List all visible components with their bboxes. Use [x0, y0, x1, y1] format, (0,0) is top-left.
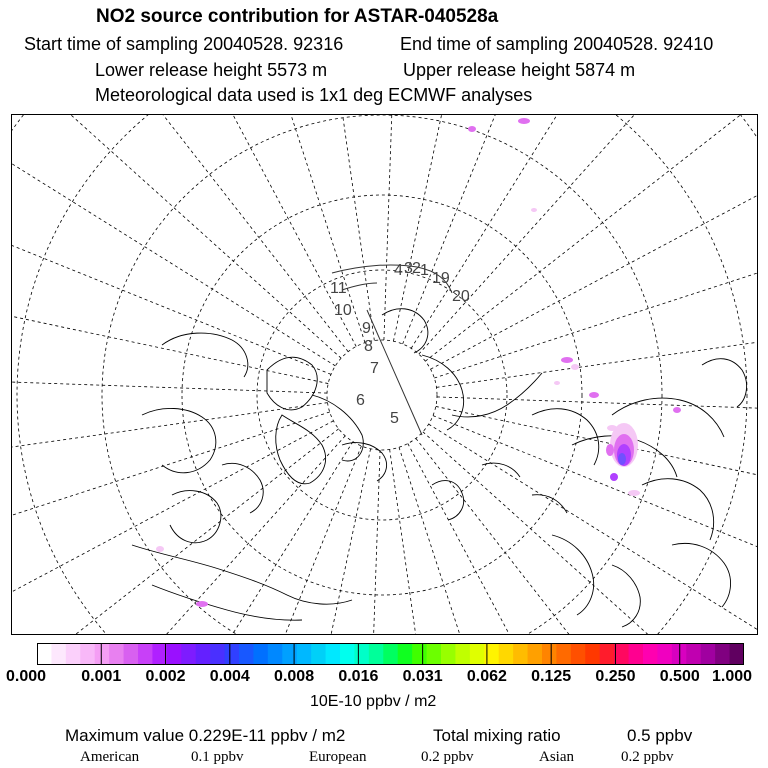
meridian-line [434, 117, 758, 378]
colorbar-cell [311, 643, 326, 665]
meridian-line [12, 412, 330, 635]
colorbar-cell [412, 643, 427, 665]
colorbar-unit: 10E-10 ppbv / m2 [310, 693, 437, 710]
colorbar [37, 643, 744, 665]
colorbar-cell [37, 643, 52, 665]
colorbar-tick-label: 0.250 [595, 668, 636, 685]
colorbar-cell [730, 643, 744, 665]
meridian-line [12, 421, 333, 635]
meridian-line [195, 449, 371, 635]
colorbar-cell [528, 643, 543, 665]
latitude-circle [17, 115, 747, 635]
plume-patch [606, 444, 614, 456]
end-time-label: End time of sampling 20040528. 92410 [400, 34, 714, 54]
colorbar-cell [181, 643, 196, 665]
plume-patch [518, 118, 530, 124]
colorbar-tick-label: 0.125 [531, 668, 572, 685]
meridian-line [12, 364, 327, 393]
meridian-line [433, 416, 758, 635]
colorbar-cell [340, 643, 355, 665]
colorbar-cell [657, 643, 672, 665]
colorbar-cell [95, 643, 110, 665]
meridian-line [12, 115, 341, 358]
meridian-line [104, 115, 365, 343]
track-label: 2 [412, 260, 421, 277]
track-labels [330, 260, 470, 427]
meteo-data-label: Meteorological data used is 1x1 deg ECMWF analyses [95, 85, 533, 105]
upper-height-label: Upper release height 5874 m [403, 60, 636, 80]
meridian-line [423, 432, 758, 635]
meridian-line [12, 115, 335, 366]
track-label: 4 [394, 262, 403, 279]
meridian-line [12, 436, 345, 635]
colorbar-cell [196, 643, 211, 665]
colorbar-tick-label: 0.031 [402, 668, 443, 685]
plume-patch [589, 392, 599, 398]
plume-patch [618, 453, 626, 465]
colorbar-cell [253, 643, 268, 665]
latitude-circle [102, 115, 662, 635]
colorbar-cell [470, 643, 485, 665]
colorbar-tick-label: 0.500 [659, 668, 700, 685]
colorbar-cell [354, 643, 369, 665]
track-label: 11 [330, 280, 347, 297]
meridian-line [437, 397, 758, 426]
american-value: 0.1 ppbv [191, 749, 244, 765]
colorbar-cell [383, 643, 398, 665]
latitude-circle [257, 270, 507, 520]
meridian-line [425, 115, 758, 361]
total-mixing-label: Total mixing ratio [433, 726, 561, 745]
colorbar-tick-label: 0.004 [209, 668, 250, 685]
colorbar-cell [268, 643, 283, 665]
meridian-line [403, 115, 720, 344]
colorbar-cell [282, 643, 297, 665]
colorbar-cell [427, 643, 442, 665]
colorbar-cell [701, 643, 716, 665]
meridian-line [12, 208, 328, 384]
track-label: 9 [362, 320, 371, 337]
colorbar-cell [715, 643, 730, 665]
colorbar-cell [629, 643, 644, 665]
colorbar-tick-label: 0.000 [5, 668, 47, 685]
colorbar-tick-label: 0.016 [338, 668, 379, 685]
colorbar-cell [455, 643, 470, 665]
colorbar-cell [124, 643, 139, 665]
latitude-circle [12, 115, 758, 635]
track-label: 1 [420, 262, 429, 279]
meridian-line [411, 115, 758, 348]
meridian-line [384, 115, 413, 340]
meridian-line [419, 115, 758, 354]
colorbar-cell [51, 643, 66, 665]
colorbar-cell [80, 643, 95, 665]
track-label: 8 [364, 338, 373, 355]
asian-label: Asian [539, 749, 574, 765]
plume-patch [554, 381, 560, 385]
meridian-line [12, 115, 356, 346]
colorbar-cell [167, 643, 182, 665]
colorbar-cell [138, 643, 153, 665]
meridian-line [399, 447, 660, 635]
colorbar-cell [542, 643, 557, 665]
plume-patch [571, 364, 579, 370]
colorbar-cell [513, 643, 528, 665]
meridian-line [257, 115, 375, 341]
american-label: American [80, 749, 140, 765]
plume-patch [196, 601, 208, 607]
colorbar-cell [225, 643, 240, 665]
total-mixing-value: 0.5 ppbv [627, 726, 693, 745]
colorbar-cell [556, 643, 571, 665]
colorbar-cell [600, 643, 615, 665]
track-label: 20 [452, 288, 470, 305]
colorbar-cell [239, 643, 254, 665]
plume-patch [610, 473, 618, 481]
colorbar-tick-label: 0.008 [274, 668, 315, 685]
colorbar-cell [686, 643, 701, 665]
meridian-line [436, 406, 758, 582]
latitude-circle [327, 340, 437, 450]
meridian-line [390, 449, 508, 635]
colorbar-cell [643, 643, 658, 665]
meridian-line [429, 424, 758, 635]
meridian-line [12, 429, 339, 635]
meridian-line [12, 442, 353, 635]
colorbar-tick-label: 0.062 [466, 668, 507, 685]
colorbar-cell [398, 643, 413, 665]
track-label: 10 [334, 302, 352, 319]
track-label: 19 [432, 270, 450, 287]
european-value: 0.2 ppbv [421, 749, 474, 765]
plume-patch [561, 357, 573, 363]
latitude-circle [182, 195, 582, 595]
no2-plume [156, 118, 681, 607]
colorbar-tick-label: 0.001 [81, 668, 122, 685]
colorbar-cell [210, 643, 225, 665]
lat-lon-grid [12, 115, 758, 635]
colorbar-cell [614, 643, 629, 665]
asian-value: 0.2 ppbv [621, 749, 674, 765]
european-label: European [309, 749, 367, 765]
track-label: 7 [370, 360, 379, 377]
plume-patch [531, 208, 537, 212]
meridian-line [12, 115, 331, 374]
colorbar-cell [571, 643, 586, 665]
plume-patch [628, 490, 640, 496]
colorbar-cell [585, 643, 600, 665]
track-label: 3 [404, 260, 413, 277]
track-label: 6 [356, 392, 365, 409]
start-time-label: Start time of sampling 20040528. 92316 [24, 34, 344, 54]
meridian-line [351, 450, 380, 635]
plume-patch [156, 546, 164, 552]
colorbar-cell [109, 643, 124, 665]
lower-height-label: Lower release height 5573 m [95, 60, 328, 80]
polar-map [11, 114, 758, 635]
colorbar-cell [441, 643, 456, 665]
meridian-line [436, 270, 758, 388]
track-label: 5 [390, 410, 399, 427]
colorbar-cell [499, 643, 514, 665]
colorbar-cell [326, 643, 341, 665]
colorbar-cell [369, 643, 384, 665]
meridian-line [12, 115, 348, 352]
colorbar-tick-label: 0.002 [145, 668, 186, 685]
colorbar-cell [297, 643, 312, 665]
colorbar-tick-label: 1.000 [711, 668, 753, 685]
plume-patch [468, 126, 476, 132]
max-value-label: Maximum value 0.229E-11 ppbv / m2 [65, 726, 346, 745]
plume-patch [673, 407, 681, 413]
colorbar-cell [66, 643, 81, 665]
meridian-line [408, 444, 758, 635]
plot-title: NO2 source contribution for ASTAR-040528a [96, 6, 499, 27]
